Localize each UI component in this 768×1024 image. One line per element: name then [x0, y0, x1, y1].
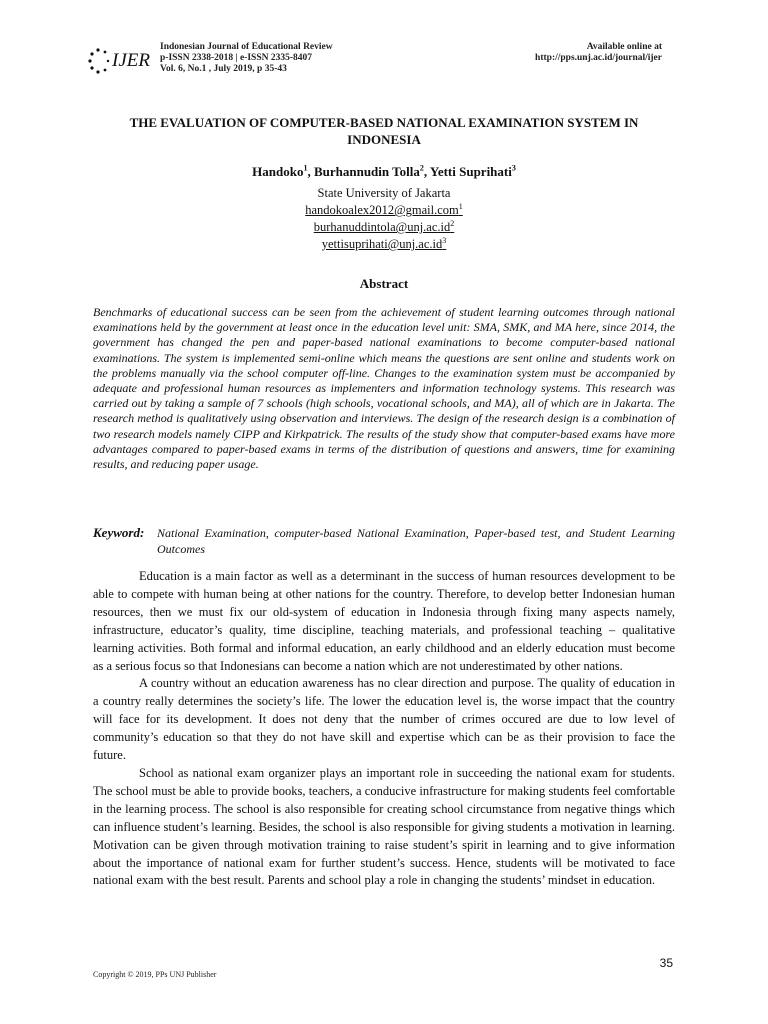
author-name: Handoko — [252, 164, 304, 179]
author-name: Burhannudin Tolla — [313, 164, 420, 179]
body-paragraph: School as national exam organizer plays an important role in succeeding the national exam for students. The school must be able to provide books, teachers, a conducive infrastructure for making students feel comfortable in the learning process. The school is also responsible for creating school circumstance from negative things which can influence student’s learning. Besides, the school is also responsible for giving students a motivation in learning. Motivation can be given through motivation training to raise student’s spirit in learning and to give information about the importance of national exam for further student’s success. Hence, students will be motivated to face national exam with the best result. Parents and school play a role in changing the students’ mindset in education. — [93, 765, 675, 888]
body-paragraph: A country without an education awareness has no clear direction and purpose. The quality of education in a country really determines the society’s life. The lower the education level is, the worse impact that the country will face for its development. It does not deny that the number of crimes occured are due to low level of community’s education so that they do not have skill and expertise which can be as their provision to face the future. — [93, 676, 675, 763]
email-link[interactable] — [96, 202, 672, 219]
author-separator: , — [423, 164, 430, 179]
author-sup: 2 — [419, 163, 424, 173]
paper-title — [96, 114, 672, 148]
body-paragraph: Education is a main factor as well as a determinant in the success of human resources development to be able to compete with human being at other nations for the country. Therefore, to develop better Indonesian human resources, then we must fix our old-system of education in Indonesia through fixing many aspects namely, infrastructure, educator’s quality, time discipline, teaching materials, and professional teaching – qualitative learning activities. Both formal and informal education, an early childhood and an elderly education must become as a serious focus so that Indonesians can become a nation which are not underestimated by other nations. — [93, 569, 675, 673]
journal-info — [160, 42, 333, 75]
journal-logo — [88, 46, 158, 76]
author-name: Yetti Suprihati — [429, 164, 512, 179]
available-label: Available online at — [586, 42, 662, 52]
affiliation-block — [96, 185, 672, 253]
affiliation: State University of Jakarta — [317, 186, 451, 200]
author-separator: , — [307, 164, 314, 179]
title-line-2: INDONESIA — [347, 132, 421, 147]
email-link[interactable] — [96, 236, 672, 253]
journal-issn: p-ISSN 2338-2018 | e-ISSN 2335-8407 — [160, 53, 312, 63]
keyword-list: National Examination, computer-based National Examination, Paper-based test, and Student Learning Outcomes — [157, 526, 675, 556]
email-address[interactable]: yettisuprihati@unj.ac.id — [321, 237, 443, 251]
page-number: 35 — [659, 956, 673, 970]
author-sup: 3 — [511, 163, 516, 173]
email-sup: 3 — [442, 235, 447, 245]
logo-text: IJER — [112, 50, 150, 71]
email-address[interactable]: burhanuddintola@unj.ac.id — [313, 220, 451, 234]
body-text — [93, 568, 675, 890]
author-list — [96, 164, 672, 180]
author-sup: 1 — [303, 163, 308, 173]
abstract-text: Benchmarks of educational success can be seen from the achievement of student learning outcomes through national examinations held by the government at least once in the education level unit: SMA, SMK, and MA here, since 2014, the government has changed the pen and paper-based national examinations to become computer-based national examinations. The system is implemented semi-online which means the questions are sent online and students work on the problems manually via the school computer off-line. Changes to the examination system must be accompanied by adequate and professional human resources as implementers and information technology systems. This research was carried out by taking a sample of 7 schools (high schools, vocational schools, and MA), all of which are in Jakarta. The research method is qualitatively using observation and interviews. The design of the research design is a combination of two research models namely CIPP and Kirkpatrick. The results of the study show that computer-based exams have more advantages compared to paper-based exams in terms of the distribution of questions and answers, time for examining results, and reducing paper usage. — [93, 305, 675, 472]
email-link[interactable] — [96, 219, 672, 236]
abstract-heading: Abstract — [359, 276, 409, 291]
email-sup: 2 — [450, 218, 455, 228]
email-address[interactable]: handokoalex2012@gmail.com — [305, 203, 459, 217]
title-line-1: THE EVALUATION OF COMPUTER-BASED NATIONAL EXAMINATION SYSTEM IN — [129, 115, 639, 130]
journal-url[interactable]: http://pps.unj.ac.id/journal/ijer — [535, 53, 662, 63]
availability-info — [535, 42, 662, 64]
email-sup: 1 — [458, 201, 463, 211]
copyright-notice: Copyright © 2019, PPs UNJ Publisher — [93, 970, 217, 979]
journal-name: Indonesian Journal of Educational Review — [160, 42, 333, 52]
journal-volume: Vol. 6, No.1 , July 2019, p 35-43 — [160, 64, 287, 74]
keyword-label: Keyword: — [93, 525, 145, 540]
